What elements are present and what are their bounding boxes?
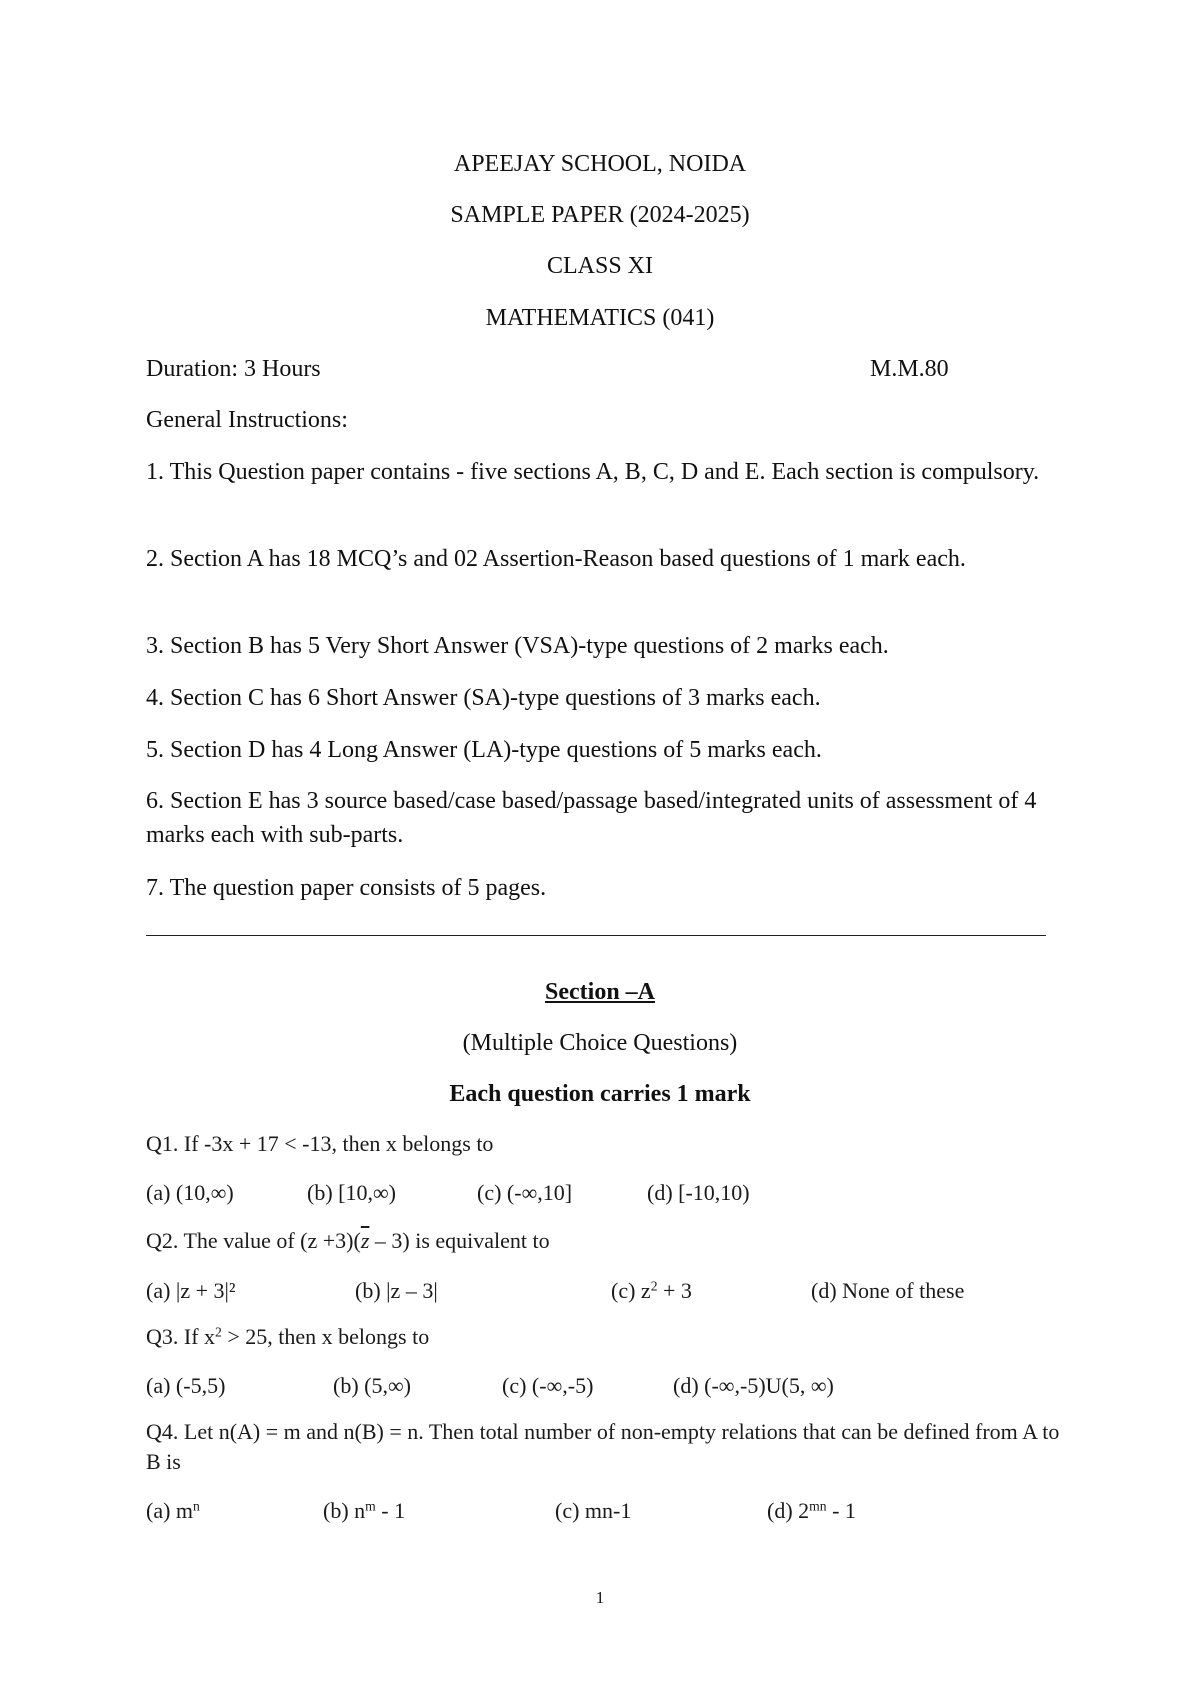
q4-option-d-exp: mn xyxy=(809,1498,827,1514)
q3-option-d: (d) (-∞,-5)U(5, ∞) xyxy=(673,1373,834,1398)
q4-option-d xyxy=(767,1496,856,1526)
instruction-3: 3. Section B has 5 Very Short Answer (VSA)-type questions of 2 marks each. xyxy=(146,633,889,659)
q2-option-c xyxy=(611,1276,692,1306)
instruction-7: 7. The question paper consists of 5 pages. xyxy=(146,875,547,901)
q3-option-c: (c) (-∞,-5) xyxy=(502,1373,594,1398)
instruction-4: 4. Section C has 6 Short Answer (SA)-type questions of 3 marks each. xyxy=(146,685,821,711)
q4-option-a xyxy=(146,1496,200,1526)
school-name: APEEJAY SCHOOL, NOIDA xyxy=(453,151,747,177)
question-3 xyxy=(146,1322,429,1352)
instruction-5: 5. Section D has 4 Long Answer (LA)-type questions of 5 marks each. xyxy=(146,737,822,763)
q3-text-suffix: > 25, then x belongs to xyxy=(221,1324,430,1349)
q2-text-suffix: – 3) is equivalent to xyxy=(369,1228,550,1253)
question-4: Q4. Let n(A) = m and n(B) = n. Then total number of non-empty relations that can be defined from A to B is xyxy=(146,1419,1060,1474)
class-label: CLASS XI xyxy=(546,253,654,279)
q1-option-c: (c) (-∞,10] xyxy=(477,1180,573,1205)
q4-option-a-base: (a) m xyxy=(146,1498,194,1523)
q2-option-c-base: (c) z xyxy=(611,1278,651,1303)
q3-option-b: (b) (5,∞) xyxy=(333,1373,411,1398)
q4-option-a-exp: n xyxy=(193,1498,200,1514)
question-2 xyxy=(146,1226,550,1256)
q2-option-a: (a) |z + 3|² xyxy=(146,1278,236,1303)
instructions-title: General Instructions: xyxy=(146,407,348,433)
q1-option-b: (b) [10,∞) xyxy=(307,1180,396,1205)
page-number: 1 xyxy=(595,1588,605,1607)
q2-text-prefix: Q2. The value of (z +3)( xyxy=(146,1228,361,1253)
q4-option-d-rest: - 1 xyxy=(826,1498,856,1523)
q2-option-c-exp: 2 xyxy=(650,1278,658,1294)
section-subtitle: (Multiple Choice Questions) xyxy=(462,1030,738,1056)
q4-option-c: (c) mn-1 xyxy=(555,1498,632,1523)
q4-option-b-exp: m xyxy=(365,1498,376,1514)
q2-zbar: $\overline{z}$ xyxy=(360,1228,370,1253)
q2-option-c-rest: + 3 xyxy=(657,1278,692,1303)
q4-option-b-rest: - 1 xyxy=(375,1498,406,1523)
instruction-1: 1. This Question paper contains - five sections A, B, C, D and E. Each section is compulsory. xyxy=(146,459,1040,485)
paper-title: SAMPLE PAPER (2024-2025) xyxy=(450,202,750,228)
section-marks-note: Each question carries 1 mark xyxy=(449,1081,751,1107)
q4-option-b-base: (b) n xyxy=(323,1498,366,1523)
q3-exp: 2 xyxy=(215,1324,222,1340)
q4-option-d-base: (d) 2 xyxy=(767,1498,810,1523)
q3-option-a: (a) (-5,5) xyxy=(146,1373,226,1398)
subject-label: MATHEMATICS (041) xyxy=(485,305,715,331)
max-marks: M.M.80 xyxy=(870,356,949,382)
q2-option-b: (b) |z – 3| xyxy=(355,1278,438,1303)
q1-option-a: (a) (10,∞) xyxy=(146,1180,234,1205)
section-title: Section –A xyxy=(545,979,655,1005)
question-1: Q1. If -3x + 17 < -13, then x belongs to xyxy=(146,1131,494,1156)
q4-option-b xyxy=(323,1496,405,1526)
instruction-2: 2. Section A has 18 MCQ’s and 02 Assertion-Reason based questions of 1 mark each. xyxy=(146,546,966,572)
separator-line xyxy=(146,935,1046,936)
q2-option-d: (d) None of these xyxy=(811,1278,965,1303)
q3-text-prefix: Q3. If x xyxy=(146,1324,216,1349)
instruction-6: 6. Section E has 3 source based/case based/passage based/integrated units of assessment of 4 marks each with sub-parts. xyxy=(146,788,1037,848)
duration: Duration: 3 Hours xyxy=(146,356,321,382)
q1-option-d: (d) [-10,10) xyxy=(647,1180,750,1205)
